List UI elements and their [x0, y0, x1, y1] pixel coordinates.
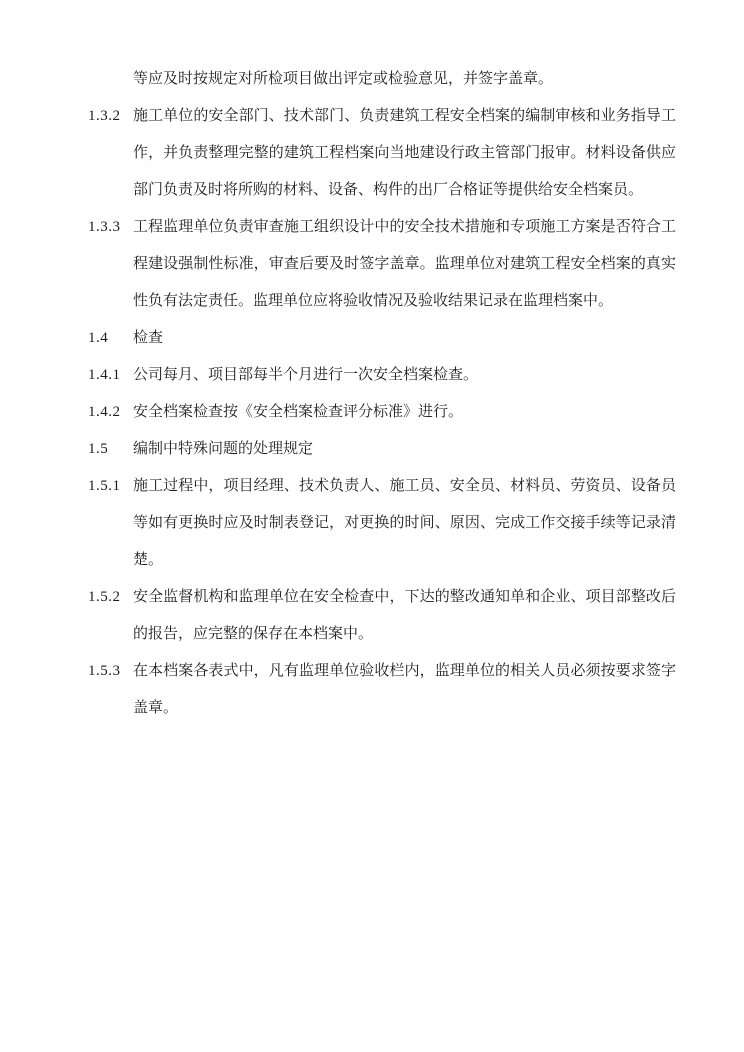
document-body [88, 61, 676, 727]
clause-text: 在本档案各表式中，凡有监理单位验收栏内，监理单位的相关人员必须按要求签字盖章。 [133, 663, 676, 716]
clause-1-4 [88, 320, 676, 357]
clause-number: 1.3.3 [88, 219, 121, 235]
clause-1-5-2 [88, 579, 676, 653]
clause-1-4-2 [88, 394, 676, 431]
clause-text: 安全档案检查按《安全档案检查评分标准》进行。 [133, 404, 464, 420]
clause-1-3-3 [88, 209, 676, 320]
clause-number: 1.4.2 [88, 404, 121, 420]
clause-heading-text: 检查 [133, 330, 164, 346]
clause-text: 施工单位的安全部门、技术部门、负责建筑工程安全档案的编制审核和业务指导工作，并负责整理完整的建筑工程档案向当地建设行政主管部门报审。材料设备供应部门负责及时将所购的材料、设备、构件的出厂合格证等提供给安全档案员。 [133, 108, 676, 198]
clause-number: 1.5.1 [88, 478, 121, 494]
clause-number: 1.5.2 [88, 589, 121, 605]
clause-number: 1.5.3 [88, 663, 121, 679]
clause-1-5-3 [88, 653, 676, 727]
clause-1-3-2 [88, 98, 676, 209]
clause-1-5 [88, 431, 676, 468]
clause-1-5-1 [88, 468, 676, 579]
clause-heading-text: 编制中特殊问题的处理规定 [133, 441, 314, 457]
clause-text: 工程监理单位负责审查施工组织设计中的安全技术措施和专项施工方案是否符合工程建设强制性标准，审查后要及时签字盖章。监理单位对建筑工程安全档案的真实性负有法定责任。监理单位应将验收情况及验收结果记录在监理档案中。 [133, 219, 676, 309]
clause-continuation [88, 61, 676, 98]
clause-number: 1.3.2 [88, 108, 121, 124]
clause-number: 1.4 [88, 330, 109, 346]
clause-text: 施工过程中，项目经理、技术负责人、施工员、安全员、材料员、劳资员、设备员等如有更换时应及时制表登记，对更换的时间、原因、完成工作交接手续等记录清楚。 [133, 478, 676, 568]
clause-text: 安全监督机构和监理单位在安全检查中，下达的整改通知单和企业、项目部整改后的报告，应完整的保存在本档案中。 [133, 589, 676, 642]
clause-text: 公司每月、项目部每半个月进行一次安全档案检查。 [133, 367, 479, 383]
clause-number: 1.5 [88, 441, 109, 457]
clause-number: 1.4.1 [88, 367, 121, 383]
clause-text: 等应及时按规定对所检项目做出评定或检验意见，并签字盖章。 [133, 71, 554, 87]
clause-1-4-1 [88, 357, 676, 394]
